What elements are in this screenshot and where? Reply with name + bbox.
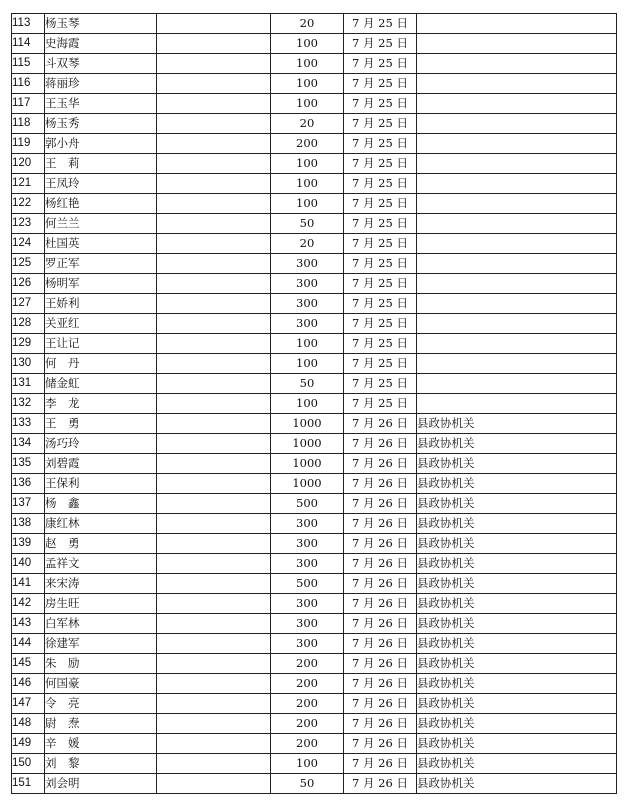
donation-date: 7 月 26 日 [344,614,417,634]
blank-cell [157,454,271,474]
donor-name: 储金虹 [45,374,157,394]
donor-name: 史海霞 [45,34,157,54]
remark-cell [417,214,617,234]
donor-name: 李 龙 [45,394,157,414]
blank-cell [157,474,271,494]
blank-cell [157,414,271,434]
remark-cell [417,34,617,54]
donor-name: 杜国英 [45,234,157,254]
table-row [12,674,617,694]
table-row [12,454,617,474]
donor-name: 刘碧霞 [45,454,157,474]
donor-name: 尉 焘 [45,714,157,734]
donor-name: 房生旺 [45,594,157,614]
donation-date: 7 月 25 日 [344,194,417,214]
donor-name: 王玉华 [45,94,157,114]
donation-amount: 200 [271,674,344,694]
blank-cell [157,74,271,94]
donation-date: 7 月 26 日 [344,754,417,774]
donation-amount: 50 [271,774,344,794]
donor-name: 何兰兰 [45,214,157,234]
remark-cell: 县政协机关 [417,594,617,614]
donation-amount: 100 [271,394,344,414]
donor-name: 白军林 [45,614,157,634]
donor-name: 杨 鑫 [45,494,157,514]
donor-name: 王保利 [45,474,157,494]
table-row [12,114,617,134]
table-row [12,754,617,774]
row-number: 117 [12,94,45,114]
remark-cell: 县政协机关 [417,414,617,434]
donation-date: 7 月 25 日 [344,214,417,234]
donation-amount: 200 [271,714,344,734]
remark-cell: 县政协机关 [417,634,617,654]
donor-name: 王娇利 [45,294,157,314]
blank-cell [157,534,271,554]
donor-name: 关亚红 [45,314,157,334]
donation-amount: 300 [271,514,344,534]
row-number: 136 [12,474,45,494]
donation-date: 7 月 26 日 [344,694,417,714]
donor-name: 何 丹 [45,354,157,374]
blank-cell [157,434,271,454]
row-number: 131 [12,374,45,394]
donation-amount: 50 [271,374,344,394]
row-number: 148 [12,714,45,734]
donation-amount: 20 [271,114,344,134]
blank-cell [157,134,271,154]
remark-cell [417,374,617,394]
donation-date: 7 月 25 日 [344,174,417,194]
blank-cell [157,154,271,174]
donor-name: 杨红艳 [45,194,157,214]
blank-cell [157,774,271,794]
row-number: 142 [12,594,45,614]
blank-cell [157,734,271,754]
donation-amount: 300 [271,294,344,314]
remark-cell: 县政协机关 [417,734,617,754]
row-number: 150 [12,754,45,774]
donation-date: 7 月 26 日 [344,634,417,654]
remark-cell: 县政协机关 [417,494,617,514]
donation-date: 7 月 25 日 [344,74,417,94]
blank-cell [157,14,271,34]
remark-cell [417,14,617,34]
donation-amount: 300 [271,254,344,274]
donor-name: 刘会明 [45,774,157,794]
row-number: 132 [12,394,45,414]
remark-cell: 县政协机关 [417,654,617,674]
table-row [12,574,617,594]
donation-date: 7 月 26 日 [344,554,417,574]
remark-cell [417,54,617,74]
donation-amount: 20 [271,14,344,34]
blank-cell [157,34,271,54]
donation-amount: 500 [271,494,344,514]
blank-cell [157,394,271,414]
blank-cell [157,174,271,194]
donor-name: 汤巧玲 [45,434,157,454]
blank-cell [157,54,271,74]
table-row [12,94,617,114]
blank-cell [157,674,271,694]
table-row [12,74,617,94]
donation-amount: 100 [271,34,344,54]
row-number: 127 [12,294,45,314]
donation-date: 7 月 26 日 [344,674,417,694]
blank-cell [157,234,271,254]
donation-amount: 100 [271,754,344,774]
donor-name: 蒋丽珍 [45,74,157,94]
blank-cell [157,334,271,354]
donation-date: 7 月 26 日 [344,734,417,754]
row-number: 113 [12,14,45,34]
row-number: 140 [12,554,45,574]
table-row [12,134,617,154]
donation-date: 7 月 25 日 [344,374,417,394]
donation-date: 7 月 26 日 [344,774,417,794]
table-row [12,234,617,254]
donation-amount: 200 [271,694,344,714]
table-row [12,554,617,574]
donor-name: 杨玉秀 [45,114,157,134]
donation-date: 7 月 25 日 [344,14,417,34]
row-number: 119 [12,134,45,154]
row-number: 115 [12,54,45,74]
table-row [12,54,617,74]
donation-amount: 300 [271,534,344,554]
donor-name: 郭小舟 [45,134,157,154]
remark-cell: 县政协机关 [417,674,617,694]
remark-cell [417,334,617,354]
remark-cell: 县政协机关 [417,434,617,454]
table-row [12,274,617,294]
blank-cell [157,654,271,674]
table-row [12,174,617,194]
donation-date: 7 月 26 日 [344,514,417,534]
row-number: 138 [12,514,45,534]
table-row [12,514,617,534]
donation-date: 7 月 25 日 [344,94,417,114]
donor-name: 徐建军 [45,634,157,654]
row-number: 126 [12,274,45,294]
row-number: 151 [12,774,45,794]
table-row [12,254,617,274]
donor-name: 何国豪 [45,674,157,694]
row-number: 139 [12,534,45,554]
row-number: 147 [12,694,45,714]
donation-amount: 100 [271,354,344,374]
remark-cell: 县政协机关 [417,714,617,734]
blank-cell [157,94,271,114]
donor-name: 王 莉 [45,154,157,174]
remark-cell [417,394,617,414]
donation-date: 7 月 26 日 [344,454,417,474]
blank-cell [157,614,271,634]
remark-cell: 县政协机关 [417,534,617,554]
blank-cell [157,634,271,654]
remark-cell [417,354,617,374]
table-row [12,534,617,554]
blank-cell [157,574,271,594]
donor-name: 令 亮 [45,694,157,714]
blank-cell [157,514,271,534]
row-number: 122 [12,194,45,214]
blank-cell [157,114,271,134]
donor-name: 康红林 [45,514,157,534]
donor-name: 王 勇 [45,414,157,434]
table-row [12,634,617,654]
table-row [12,194,617,214]
donation-amount: 20 [271,234,344,254]
table-row [12,774,617,794]
donation-amount: 100 [271,154,344,174]
donor-name: 朱 励 [45,654,157,674]
donation-amount: 300 [271,554,344,574]
blank-cell [157,694,271,714]
blank-cell [157,494,271,514]
donation-date: 7 月 26 日 [344,494,417,514]
donation-date: 7 月 25 日 [344,294,417,314]
donation-date: 7 月 25 日 [344,54,417,74]
donation-amount: 300 [271,634,344,654]
table-row [12,214,617,234]
row-number: 124 [12,234,45,254]
remark-cell: 县政协机关 [417,694,617,714]
table-row [12,654,617,674]
donation-date: 7 月 25 日 [344,274,417,294]
table-row [12,474,617,494]
remark-cell [417,114,617,134]
table-row [12,694,617,714]
row-number: 135 [12,454,45,474]
donor-name: 王让记 [45,334,157,354]
table-row [12,34,617,54]
donation-amount: 100 [271,54,344,74]
donation-amount: 1000 [271,414,344,434]
remark-cell [417,154,617,174]
ledger-body [12,14,617,794]
blank-cell [157,314,271,334]
table-row [12,594,617,614]
remark-cell [417,94,617,114]
row-number: 128 [12,314,45,334]
donor-name: 赵 勇 [45,534,157,554]
row-number: 143 [12,614,45,634]
donation-amount: 100 [271,334,344,354]
row-number: 121 [12,174,45,194]
donor-name: 辛 媛 [45,734,157,754]
blank-cell [157,274,271,294]
donation-date: 7 月 25 日 [344,34,417,54]
remark-cell: 县政协机关 [417,514,617,534]
remark-cell: 县政协机关 [417,554,617,574]
row-number: 141 [12,574,45,594]
remark-cell: 县政协机关 [417,774,617,794]
remark-cell [417,194,617,214]
remark-cell: 县政协机关 [417,614,617,634]
blank-cell [157,594,271,614]
row-number: 118 [12,114,45,134]
table-row [12,354,617,374]
blank-cell [157,254,271,274]
donation-date: 7 月 26 日 [344,574,417,594]
row-number: 137 [12,494,45,514]
donation-amount: 50 [271,214,344,234]
blank-cell [157,194,271,214]
row-number: 120 [12,154,45,174]
table-row [12,734,617,754]
blank-cell [157,714,271,734]
donation-amount: 1000 [271,454,344,474]
donation-amount: 200 [271,734,344,754]
table-row [12,494,617,514]
table-row [12,714,617,734]
donation-date: 7 月 26 日 [344,434,417,454]
blank-cell [157,374,271,394]
blank-cell [157,294,271,314]
remark-cell [417,274,617,294]
remark-cell [417,294,617,314]
table-row [12,414,617,434]
donor-name: 杨明军 [45,274,157,294]
donor-name: 罗正军 [45,254,157,274]
row-number: 144 [12,634,45,654]
row-number: 116 [12,74,45,94]
donation-date: 7 月 25 日 [344,354,417,374]
remark-cell: 县政协机关 [417,574,617,594]
remark-cell [417,74,617,94]
blank-cell [157,354,271,374]
row-number: 129 [12,334,45,354]
donation-amount: 300 [271,314,344,334]
row-number: 114 [12,34,45,54]
donation-amount: 100 [271,174,344,194]
table-row [12,314,617,334]
row-number: 146 [12,674,45,694]
table-row [12,334,617,354]
donation-ledger-table [11,13,617,794]
donor-name: 孟祥文 [45,554,157,574]
donation-amount: 300 [271,614,344,634]
table-row [12,434,617,454]
donation-date: 7 月 25 日 [344,134,417,154]
table-row [12,14,617,34]
donation-amount: 200 [271,134,344,154]
row-number: 125 [12,254,45,274]
donation-amount: 100 [271,194,344,214]
remark-cell: 县政协机关 [417,454,617,474]
row-number: 133 [12,414,45,434]
donation-date: 7 月 26 日 [344,534,417,554]
donor-name: 王凤玲 [45,174,157,194]
donor-name: 斗双琴 [45,54,157,74]
donation-amount: 200 [271,654,344,674]
donation-date: 7 月 26 日 [344,594,417,614]
remark-cell [417,314,617,334]
table-row [12,154,617,174]
donation-date: 7 月 25 日 [344,314,417,334]
row-number: 149 [12,734,45,754]
donation-date: 7 月 25 日 [344,334,417,354]
donation-date: 7 月 26 日 [344,474,417,494]
remark-cell: 县政协机关 [417,474,617,494]
donor-name: 刘 黎 [45,754,157,774]
row-number: 123 [12,214,45,234]
donation-amount: 500 [271,574,344,594]
donation-amount: 1000 [271,474,344,494]
donation-date: 7 月 25 日 [344,254,417,274]
donation-date: 7 月 25 日 [344,394,417,414]
table-row [12,374,617,394]
donation-amount: 100 [271,94,344,114]
remark-cell [417,134,617,154]
blank-cell [157,214,271,234]
row-number: 134 [12,434,45,454]
blank-cell [157,754,271,774]
donor-name: 来宋涛 [45,574,157,594]
remark-cell [417,174,617,194]
remark-cell [417,254,617,274]
donation-date: 7 月 26 日 [344,414,417,434]
donation-amount: 300 [271,274,344,294]
row-number: 145 [12,654,45,674]
row-number: 130 [12,354,45,374]
table-row [12,614,617,634]
donation-date: 7 月 25 日 [344,154,417,174]
donation-amount: 300 [271,594,344,614]
blank-cell [157,554,271,574]
table-row [12,294,617,314]
donation-date: 7 月 25 日 [344,234,417,254]
remark-cell: 县政协机关 [417,754,617,774]
donation-date: 7 月 25 日 [344,114,417,134]
donor-name: 杨玉琴 [45,14,157,34]
donation-date: 7 月 26 日 [344,714,417,734]
donation-amount: 100 [271,74,344,94]
donation-date: 7 月 26 日 [344,654,417,674]
table-row [12,394,617,414]
donation-amount: 1000 [271,434,344,454]
remark-cell [417,234,617,254]
